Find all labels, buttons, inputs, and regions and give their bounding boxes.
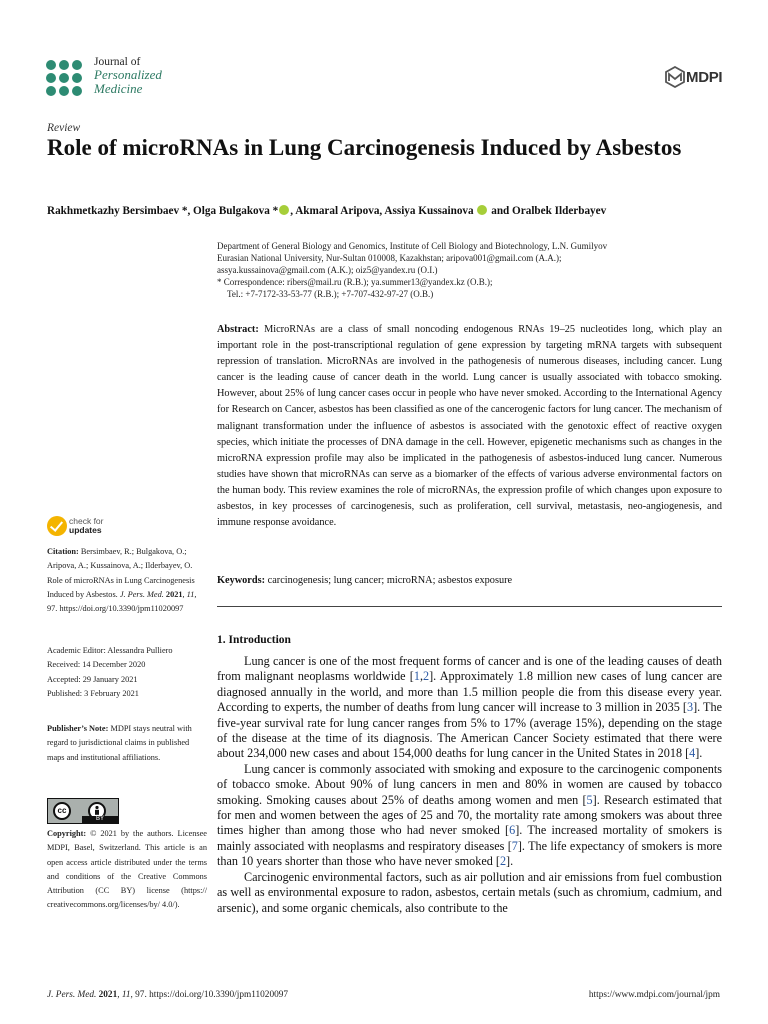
orcid-icon[interactable] [279, 205, 289, 215]
creative-commons-icon: cc [53, 802, 71, 820]
footer-journal: J. Pers. Med. [47, 990, 97, 1000]
journal-logo-icon [46, 60, 86, 96]
citation-link[interactable]: 7 [511, 838, 518, 853]
citation-year: 2021 [163, 589, 183, 599]
citation-journal: J. Pers. Med. [119, 589, 164, 599]
paragraph: Lung cancer is commonly associated with smoking and exposure to the carcinogenic components of tobacco smoke. About 90% of lung cancers in men and 80% in women are caused by tobacco smoking. Smoking causes about 25% of deaths among women and men [5]. Research estimated that for men and women between the ages of 25 and 70, the mortality rate among smokers was about three times higher than among those who had never smoked [6]. The increased mortality of smokers is mainly associated with neoplasms and respiratory diseases [7]. The life expectancy of smokers is more than 10 years shorter than those who have never smoked [2]. [217, 761, 723, 869]
journal-name-line2: Medicine [94, 81, 143, 96]
citation-link[interactable]: 4 [689, 746, 696, 761]
affiliation-line: Department of General Biology and Genomics, Institute of Cell Biology and Biotechnology, L.N. Gumilyov [217, 241, 608, 251]
introduction-body [217, 654, 722, 916]
check-updates-line2: updates [69, 525, 102, 535]
paragraph: Lung cancer is one of the most frequent forms of cancer and is one of the leading causes of death from malignant neoplasms worldwide [1,2]. Approximately 1.8 million new cases of lung cancer are diagnosed annually in the world, and more than 1.5 million people die from this disease every year. According to experts, the number of deaths from lung cancer will increase to 3 million in 2035 [3]. The five-year survival rate for lung cancer ranges from 5% to 17% (average 15%), depending on the stage of the disease at the time of its diagnosis. The American Cancer Society estimated that there were about 234,000 new cases and about 154,000 deaths for lung cancer in the United States in 2018 [4]. [217, 654, 722, 761]
author-list [47, 205, 737, 217]
author-names-1: Rakhmetkazhy Bersimbaev *, Olga Bulgakova * [47, 205, 279, 217]
journal-of-label: Journal of [94, 56, 141, 68]
author-names-3: and Oralbek Ilderbayev [488, 205, 607, 217]
citation-link[interactable]: 2 [422, 669, 430, 684]
received-date: Received: 14 December 2020 [47, 660, 146, 670]
footer-volume: , 11 [117, 990, 131, 1000]
abstract [217, 322, 722, 531]
paragraph: Carcinogenic environmental factors, such as air pollution and air emissions from fuel combustion as well as environmental exposure to radon, asbestos, certain metals (such as chromium, cadmium, and arsenic), and some organic chemicals, also contribute to the [217, 869, 722, 915]
academic-editor: Academic Editor: Alessandra Pulliero [47, 646, 173, 655]
publishers-note-label: Publisher’s Note: [47, 724, 109, 733]
accepted-date: Accepted: 29 January 2021 [47, 674, 138, 684]
citation-link[interactable]: 6 [509, 823, 516, 838]
publication-dates [47, 644, 207, 701]
citation-link[interactable]: 5 [586, 792, 593, 807]
footer-citation [47, 990, 288, 1000]
citation [47, 545, 207, 616]
cc-by-license-badge[interactable] [47, 798, 119, 824]
footer-doi[interactable]: , 97. https://doi.org/10.3390/jpm11020097 [130, 990, 289, 1000]
article-type: Review [47, 122, 81, 134]
author-names-2: , Akmaral Aripova, Assiya Kussainova [290, 205, 477, 217]
copyright-notice [47, 827, 207, 913]
citation-link[interactable]: 1 [413, 669, 420, 684]
telephone: Tel.: +7-7172-33-53-77 (R.B.); +7-707-432-97-27 (O.B.) [227, 289, 434, 299]
cc-by-label: BY [82, 816, 118, 823]
article-title: Role of microRNAs in Lung Carcinogenesis Induced by Asbestos [47, 135, 682, 160]
keywords [217, 574, 722, 588]
citation-text: Bersimbaev, R.; Bulgakova, O.; Aripova, A.; Kussainova, A.; Ilderbayev, O. Role of microRNAs in Lung Carcinogenesis Induced by Asbestos. [47, 547, 195, 599]
affiliation-line: assya.kussainova@gmail.com (A.K.); oiz5@yandex.ru (O.I.) [217, 265, 438, 275]
section-divider [217, 606, 722, 607]
abstract-text: MicroRNAs are a class of small noncoding endogenous RNAs 19–25 nucleotides long, which play an important role in the post-transcriptional regulation of gene expression by targeting mRNA targets with subsequent repression of translation. MicroRNAs are involved in the pathogenesis of numerous diseases, including cancer. Lung cancer is the leading cause of cancer death in the world. Lung cancer is usually associated with tobacco smoking. However, about 25% of lung cancer cases occur in people who have never smoked. According to the International Agency for Research on Cancer, asbestos has been classified as one of the cancerogenic factors for lung cancer. The mechanism of malignant transformation under the influence of asbestos is associated with the genotoxic effect of reactive oxygen species, which initiate the processes of DNA damage in the cell. However, epigenetic mechanisms such as changes in the microRNA expression profile may also be implicated in the pathogenesis of asbestos-induced lung cancer. Numerous studies have shown that microRNAs can serve as a biomarker of the effects of various adverse environmental factors on the human body. This review examines the role of microRNAs, the expression profile of which changes upon exposure to asbestos, in key processes of carcinogenesis, such as proliferation, cell survival, metastasis, neo-angiogenesis, and immune response avoidance. [217, 324, 722, 529]
copyright-label: Copyright: [47, 829, 87, 838]
footer-year: 2021 [96, 990, 118, 1000]
check-mark-icon [47, 516, 67, 536]
affiliations [217, 240, 737, 300]
citation-link[interactable]: 3 [686, 700, 694, 715]
check-updates-line1: check for [69, 516, 104, 526]
citation-label: Citation: [47, 547, 79, 556]
orcid-icon[interactable] [477, 205, 487, 215]
copyright-text: © 2021 by the authors. Licensee MDPI, Basel, Switzerland. This article is an open access article distributed under the terms and conditions of the Creative Commons Attribution (CC BY) license (https:// creativecommons.org/licenses/by/ 4.0/). [47, 829, 207, 910]
published-date: Published: 3 February 2021 [47, 688, 139, 698]
abstract-label: Abstract: [217, 324, 259, 335]
publishers-note [47, 722, 207, 765]
journal-name-line1: Personalized [94, 67, 162, 82]
mdpi-hexagon-icon [664, 66, 686, 88]
citation-link[interactable]: 2 [499, 854, 507, 869]
affiliation-line: Eurasian National University, Nur-Sultan 010008, Kazakhstan; aripova001@gmail.com (A.A.); [217, 253, 562, 263]
mdpi-wordmark: MDPI [686, 69, 723, 86]
check-for-updates-button[interactable] [47, 516, 127, 540]
keywords-text: carcinogenesis; lung cancer; microRNA; asbestos exposure [265, 575, 513, 586]
citation-doi[interactable]: , 97. https://doi.org/10.3390/jpm11020097 [47, 589, 197, 614]
keywords-label: Keywords: [217, 575, 266, 586]
journal-logo[interactable] [46, 56, 176, 102]
publishers-note-text: MDPI stays neutral with regard to jurisdictional claims in published maps and institutional affiliations. [47, 724, 192, 762]
footer-journal-url[interactable]: https://www.mdpi.com/journal/jpm [588, 990, 720, 1000]
mdpi-logo[interactable] [664, 66, 723, 90]
section-heading-introduction: 1. Introduction [217, 634, 291, 646]
correspondence: * Correspondence: ribers@mail.ru (R.B.); ya.summer13@yandex.kz (O.B.); [217, 277, 493, 287]
citation-volume: , 11 [182, 589, 195, 599]
